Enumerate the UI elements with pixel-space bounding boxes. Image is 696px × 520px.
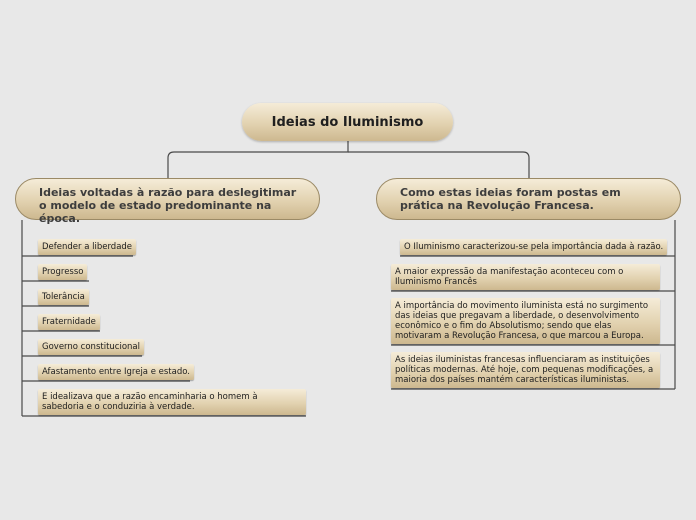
branch-title: Ideias voltadas à razão para deslegitimar o modelo de estado predominante na época. (39, 186, 297, 225)
subtopic-label: Defender a liberdade (42, 242, 133, 252)
subtopic-label: Tolerância (42, 292, 85, 302)
subtopic-instituicoes-politicas[interactable] (391, 352, 660, 388)
subtopic-fraternidade[interactable] (38, 314, 100, 330)
root-topic[interactable] (242, 103, 453, 141)
branch-revolucao-francesa[interactable] (376, 178, 681, 220)
subtopic-label: E idealizava que a razão encaminharia o homem à sabedoria e o conduziria à verdade. (42, 392, 258, 412)
subtopic-label: Fraternidade (42, 317, 96, 327)
subtopic-progresso[interactable] (38, 264, 87, 280)
subtopic-razao-sabedoria[interactable] (38, 389, 306, 415)
subtopic-label: As ideias iluministas francesas influenciaram as instituições políticas modernas. Até hoje, com pequenas modificações, a maioria dos países mantém características iluministas. (395, 355, 654, 385)
subtopic-label: A importância do movimento iluminista está no surgimento das ideias que pregavam a liberdade, o desenvolvimento econômico e o fim do Absolutismo; sendo que elas motivaram a Revolução Francesa, o que marcou a Europa. (395, 301, 649, 341)
branch-ideias-voltadas-a-razao[interactable] (15, 178, 320, 225)
root-topic-label: Ideias do Iluminismo (271, 114, 424, 130)
subtopic-iluminismo-frances[interactable] (391, 264, 660, 290)
connector-root-right (348, 152, 529, 178)
connector-root-left (168, 141, 348, 178)
subtopic-defender-liberdade[interactable] (38, 239, 136, 255)
subtopic-afastamento-igreja-estado[interactable] (38, 364, 194, 380)
subtopic-importancia-razao[interactable] (400, 239, 667, 255)
subtopic-label: O Iluminismo caracterizou-se pela importância dada à razão. (404, 242, 664, 252)
subtopic-governo-constitucional[interactable] (38, 339, 144, 355)
subtopic-label: A maior expressão da manifestação aconteceu com o Iluminismo Francês (395, 267, 624, 287)
subtopic-tolerancia[interactable] (38, 289, 89, 305)
subtopic-label: Progresso (42, 267, 84, 277)
subtopic-label: Governo constitucional (42, 342, 140, 352)
subtopic-importancia-movimento[interactable] (391, 298, 660, 344)
subtopic-label: Afastamento entre Igreja e estado. (42, 367, 190, 377)
branch-title: Como estas ideias foram postas em prática na Revolução Francesa. (400, 186, 621, 212)
